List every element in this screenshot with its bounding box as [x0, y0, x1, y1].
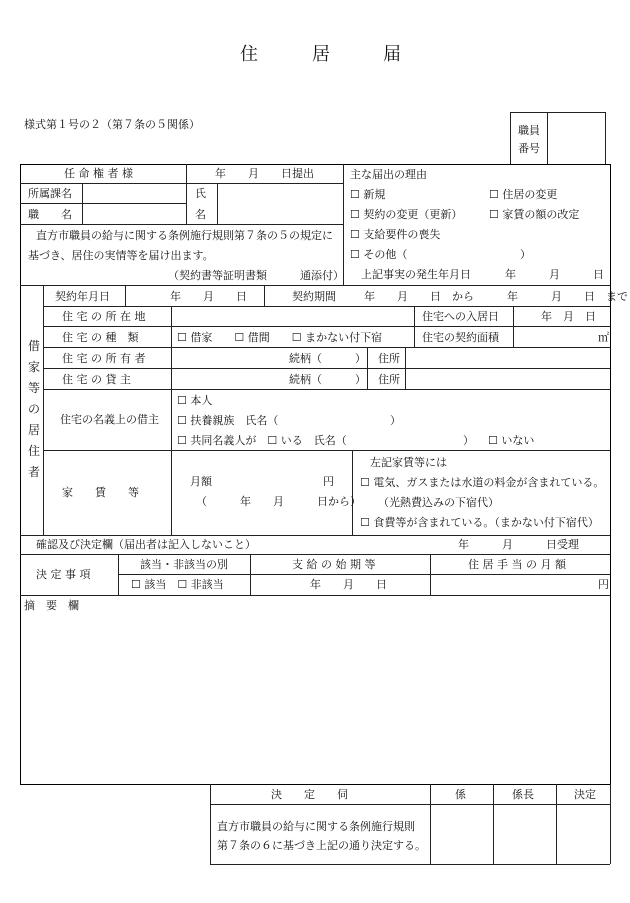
utilities-included-checkbox[interactable]: ☐ 電気、ガスまたは水道の料金が含まれている。	[360, 476, 605, 489]
reason-contract-change-checkbox[interactable]: ☐ 契約の変更（更新）	[350, 208, 463, 221]
approval-text-1: 直方市職員の給与に関する条例施行規則	[217, 820, 415, 833]
statement-line-1: 直方市職員の給与に関する条例施行規則第７条の５の規定に	[36, 229, 333, 242]
reason-loss-eligibility-checkbox[interactable]: ☐ 支給要件の喪失	[350, 228, 441, 241]
reason-other-close: ）	[520, 248, 531, 261]
lessor-address-label: 住所	[378, 373, 400, 386]
lessor-address-field[interactable]	[407, 370, 608, 387]
chief-label: 係長	[512, 788, 534, 801]
received-date[interactable]: 年 月 日受理	[458, 538, 579, 551]
remarks-label: 摘 要 欄	[24, 599, 79, 612]
rent-from-date[interactable]: （ 年 月 日から）	[196, 495, 361, 508]
move-in-label: 住宅への入居日	[422, 310, 499, 323]
attachment-note: （契約書等証明書類 通添付）	[168, 269, 344, 282]
staff-number-field[interactable]	[549, 114, 603, 162]
nominal-dependent-checkbox[interactable]: ☐ 扶養親族 氏名（	[177, 414, 279, 427]
decision-label: 決定	[574, 788, 596, 801]
contract-date-label: 契約年月日	[55, 290, 110, 303]
nominal-joint-close: ）	[463, 434, 474, 447]
form-reference: 様式第１号の２（第７条の５関係）	[24, 118, 200, 131]
appointer-label: 任 命 権 者 様	[64, 167, 133, 180]
approval-text-2: 第７条の６に基づき上記の通り決定する。	[217, 839, 426, 852]
nominal-dependent-close: ）	[390, 414, 401, 427]
approval-heading: 決 定 伺	[271, 788, 348, 801]
location-field[interactable]	[173, 308, 412, 324]
allowance-unit: 円	[598, 578, 609, 591]
meals-included-checkbox[interactable]: ☐ 食費等が含まれている。（まかない付下宿代）	[360, 516, 599, 529]
tenant-side-label: 借 家 等 の 居 住 者	[27, 339, 40, 479]
statement-line-2: 基づき、居住の実情等を届け出ます。	[28, 249, 214, 262]
post-field[interactable]	[84, 205, 184, 222]
payment-start-label: 支 給 の 始 期 等	[292, 558, 376, 571]
utilities-note: （光熱費込みの下宿代）	[378, 496, 499, 509]
reason-new-checkbox[interactable]: ☐ 新規	[350, 188, 386, 201]
occurrence-date-value[interactable]: 年 月 日	[505, 268, 604, 281]
contract-period-label: 契約期間	[292, 290, 336, 303]
name-field[interactable]	[219, 185, 341, 222]
monthly-label: 月額	[190, 475, 212, 488]
decision-seal-field[interactable]	[558, 806, 609, 863]
housing-type-label: 住 宅 の 種 類	[62, 331, 139, 344]
housing-type-options[interactable]: ☐ 借家 ☐ 借間 ☐ まかない付下宿	[177, 331, 383, 344]
lessor-relation-label: 続柄（ ）	[289, 373, 366, 386]
rent-label: 家 賃 等	[62, 486, 139, 499]
title-char-1: 住	[240, 44, 258, 65]
chief-seal-field[interactable]	[495, 806, 555, 863]
lessor-label: 住 宅 の 貸 主	[62, 373, 131, 386]
contract-period-value[interactable]: 年 月 日 から 年 月 日 まで	[364, 290, 628, 303]
name-label-2: 名	[195, 208, 206, 221]
owner-label: 住 宅 の 所 有 者	[62, 352, 146, 365]
clerk-seal-field[interactable]	[432, 806, 492, 863]
nominal-tenant-label: 住宅の名義上の借主	[60, 413, 159, 426]
submission-date: 年 月 日提出	[215, 167, 314, 180]
clerk-label: 係	[455, 788, 466, 801]
applicability-options[interactable]: ☐ 該当 ☐ 非該当	[131, 578, 224, 591]
location-label: 住 宅 の 所 在 地	[62, 310, 146, 323]
decision-items-label: 決 定 事 項	[36, 568, 91, 581]
monthly-yen: 円	[323, 475, 334, 488]
nominal-joint-checkbox[interactable]: ☐ 共同名義人が ☐ いる 氏名（	[177, 434, 347, 447]
reason-address-change-checkbox[interactable]: ☐ 住居の変更	[489, 188, 558, 201]
department-label: 所属課名	[28, 187, 72, 200]
name-label-1: 氏	[195, 187, 206, 200]
owner-address-label: 住所	[378, 352, 400, 365]
title-char-2: 居	[312, 44, 330, 65]
confirmation-heading: 確認及び決定欄（届出者は記入しないこと）	[36, 538, 256, 551]
payment-start-value[interactable]: 年 月 日	[310, 578, 387, 591]
contract-date-value[interactable]: 年 月 日	[170, 290, 247, 303]
title-char-3: 届	[383, 44, 401, 65]
owner-relation-label: 続柄（ ）	[289, 352, 366, 365]
staff-number-label-2: 番号	[518, 142, 540, 155]
nominal-none-checkbox[interactable]: ☐ いない	[488, 434, 535, 447]
post-label: 職 名	[28, 208, 72, 221]
area-unit: ㎡	[598, 331, 609, 344]
remarks-field[interactable]	[22, 616, 608, 782]
nominal-self-checkbox[interactable]: ☐ 本人	[177, 394, 213, 407]
move-in-value[interactable]: 年 月 日	[541, 310, 596, 323]
reason-other-checkbox[interactable]: ☐ その他（	[350, 248, 408, 261]
allowance-label: 住 居 手 当 の 月 額	[468, 558, 566, 571]
department-field[interactable]	[84, 185, 184, 202]
contract-area-label: 住宅の契約面積	[422, 331, 499, 344]
staff-number-label-1: 職員	[518, 124, 540, 137]
owner-address-field[interactable]	[407, 349, 608, 366]
applicability-label: 該当・非該当の別	[140, 558, 228, 571]
rent-note-heading: 左記家賃等には	[370, 456, 447, 469]
reasons-heading: 主な届出の理由	[350, 168, 427, 181]
occurrence-date-label: 上記事実の発生年月日	[361, 268, 471, 281]
reason-rent-revision-checkbox[interactable]: ☐ 家賃の額の改定	[489, 208, 580, 221]
